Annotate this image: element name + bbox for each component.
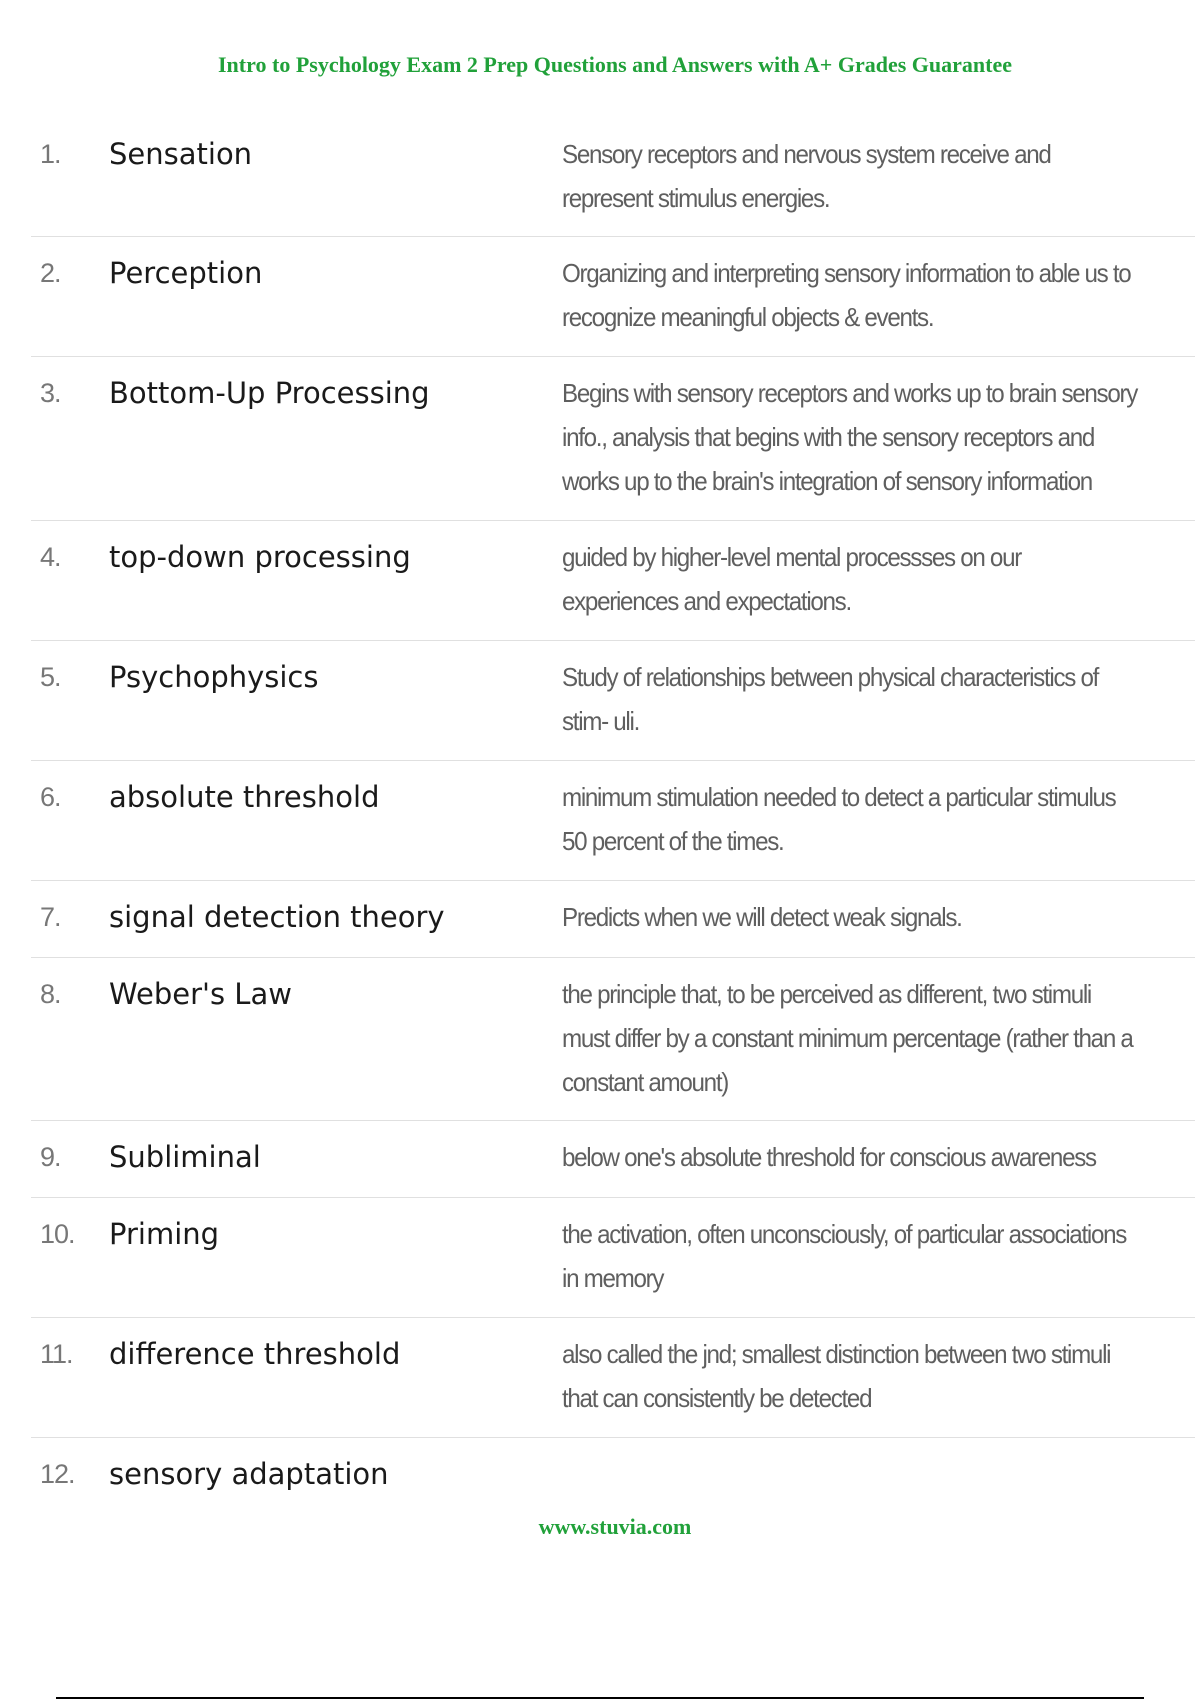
list-item [31,357,1195,521]
list-item [31,1121,1195,1198]
item-definition: the principle that, to be perceived as different, two stimuli must differ by a constant minimum percentage (rather than a constant amount) [562,979,1133,1097]
flashcard-list [31,118,1195,1508]
list-item [31,881,1195,958]
item-number: 2. [40,258,61,288]
item-term: sensory adaptation [109,1457,389,1491]
item-definition: Study of relationships between physical characteristics of stim- uli. [562,662,1099,736]
item-term: Priming [109,1217,220,1251]
list-item [31,958,1195,1121]
list-item [31,1198,1195,1318]
page-title: Intro to Psychology Exam 2 Prep Questions and Answers with A+ Grades Guarantee [218,52,1012,77]
item-term: signal detection theory [109,900,445,934]
item-term: Subliminal [109,1140,261,1174]
item-definition: also called the jnd; smallest distinction between two stimuli that can consistently be detected [562,1339,1111,1413]
list-item [31,118,1195,237]
item-term: Perception [109,256,263,290]
list-item [31,641,1195,761]
list-item [31,237,1195,357]
item-number: 12. [40,1459,75,1489]
item-definition: guided by higher-level mental processses on our experiences and expectations. [562,542,1021,616]
item-number: 5. [40,662,61,692]
item-definition: minimum stimulation needed to detect a particular stimulus 50 percent of the times. [562,782,1116,856]
list-item [31,1438,1195,1508]
item-term: Sensation [109,137,253,171]
item-number: 10. [40,1219,75,1249]
item-number: 4. [40,542,61,572]
item-number: 8. [40,979,61,1009]
list-item [31,1318,1195,1438]
item-term: absolute threshold [109,780,380,814]
item-number: 9. [40,1142,61,1172]
item-term: Weber's Law [109,977,292,1011]
item-term: Psychophysics [109,660,319,694]
item-number: 6. [40,782,61,812]
item-definition: Begins with sensory receptors and works up to brain sensory info., analysis that begins with the sensory receptors and works up to the brain's integration of sensory information [562,378,1138,496]
list-item [31,761,1195,881]
item-definition: below one's absolute threshold for conscious awareness [562,1142,1096,1172]
item-term: top-down processing [109,540,411,574]
item-definition: Predicts when we will detect weak signals. [562,902,962,932]
item-number: 11. [40,1339,73,1369]
item-definition: Sensory receptors and nervous system receive and represent stimulus energies. [562,139,1051,213]
footer-url[interactable]: www.stuvia.com [538,1514,692,1539]
item-number: 3. [40,378,61,408]
item-number: 7. [40,902,61,932]
list-item [31,521,1195,641]
item-definition: the activation, often unconsciously, of particular associations in memory [562,1219,1127,1293]
item-term: Bottom-Up Processing [109,376,430,410]
item-number: 1. [40,139,61,169]
item-term: difference threshold [109,1337,401,1371]
bottom-divider [56,1697,1144,1699]
item-definition: Organizing and interpreting sensory information to able us to recognize meaningful objects & events. [562,258,1131,332]
